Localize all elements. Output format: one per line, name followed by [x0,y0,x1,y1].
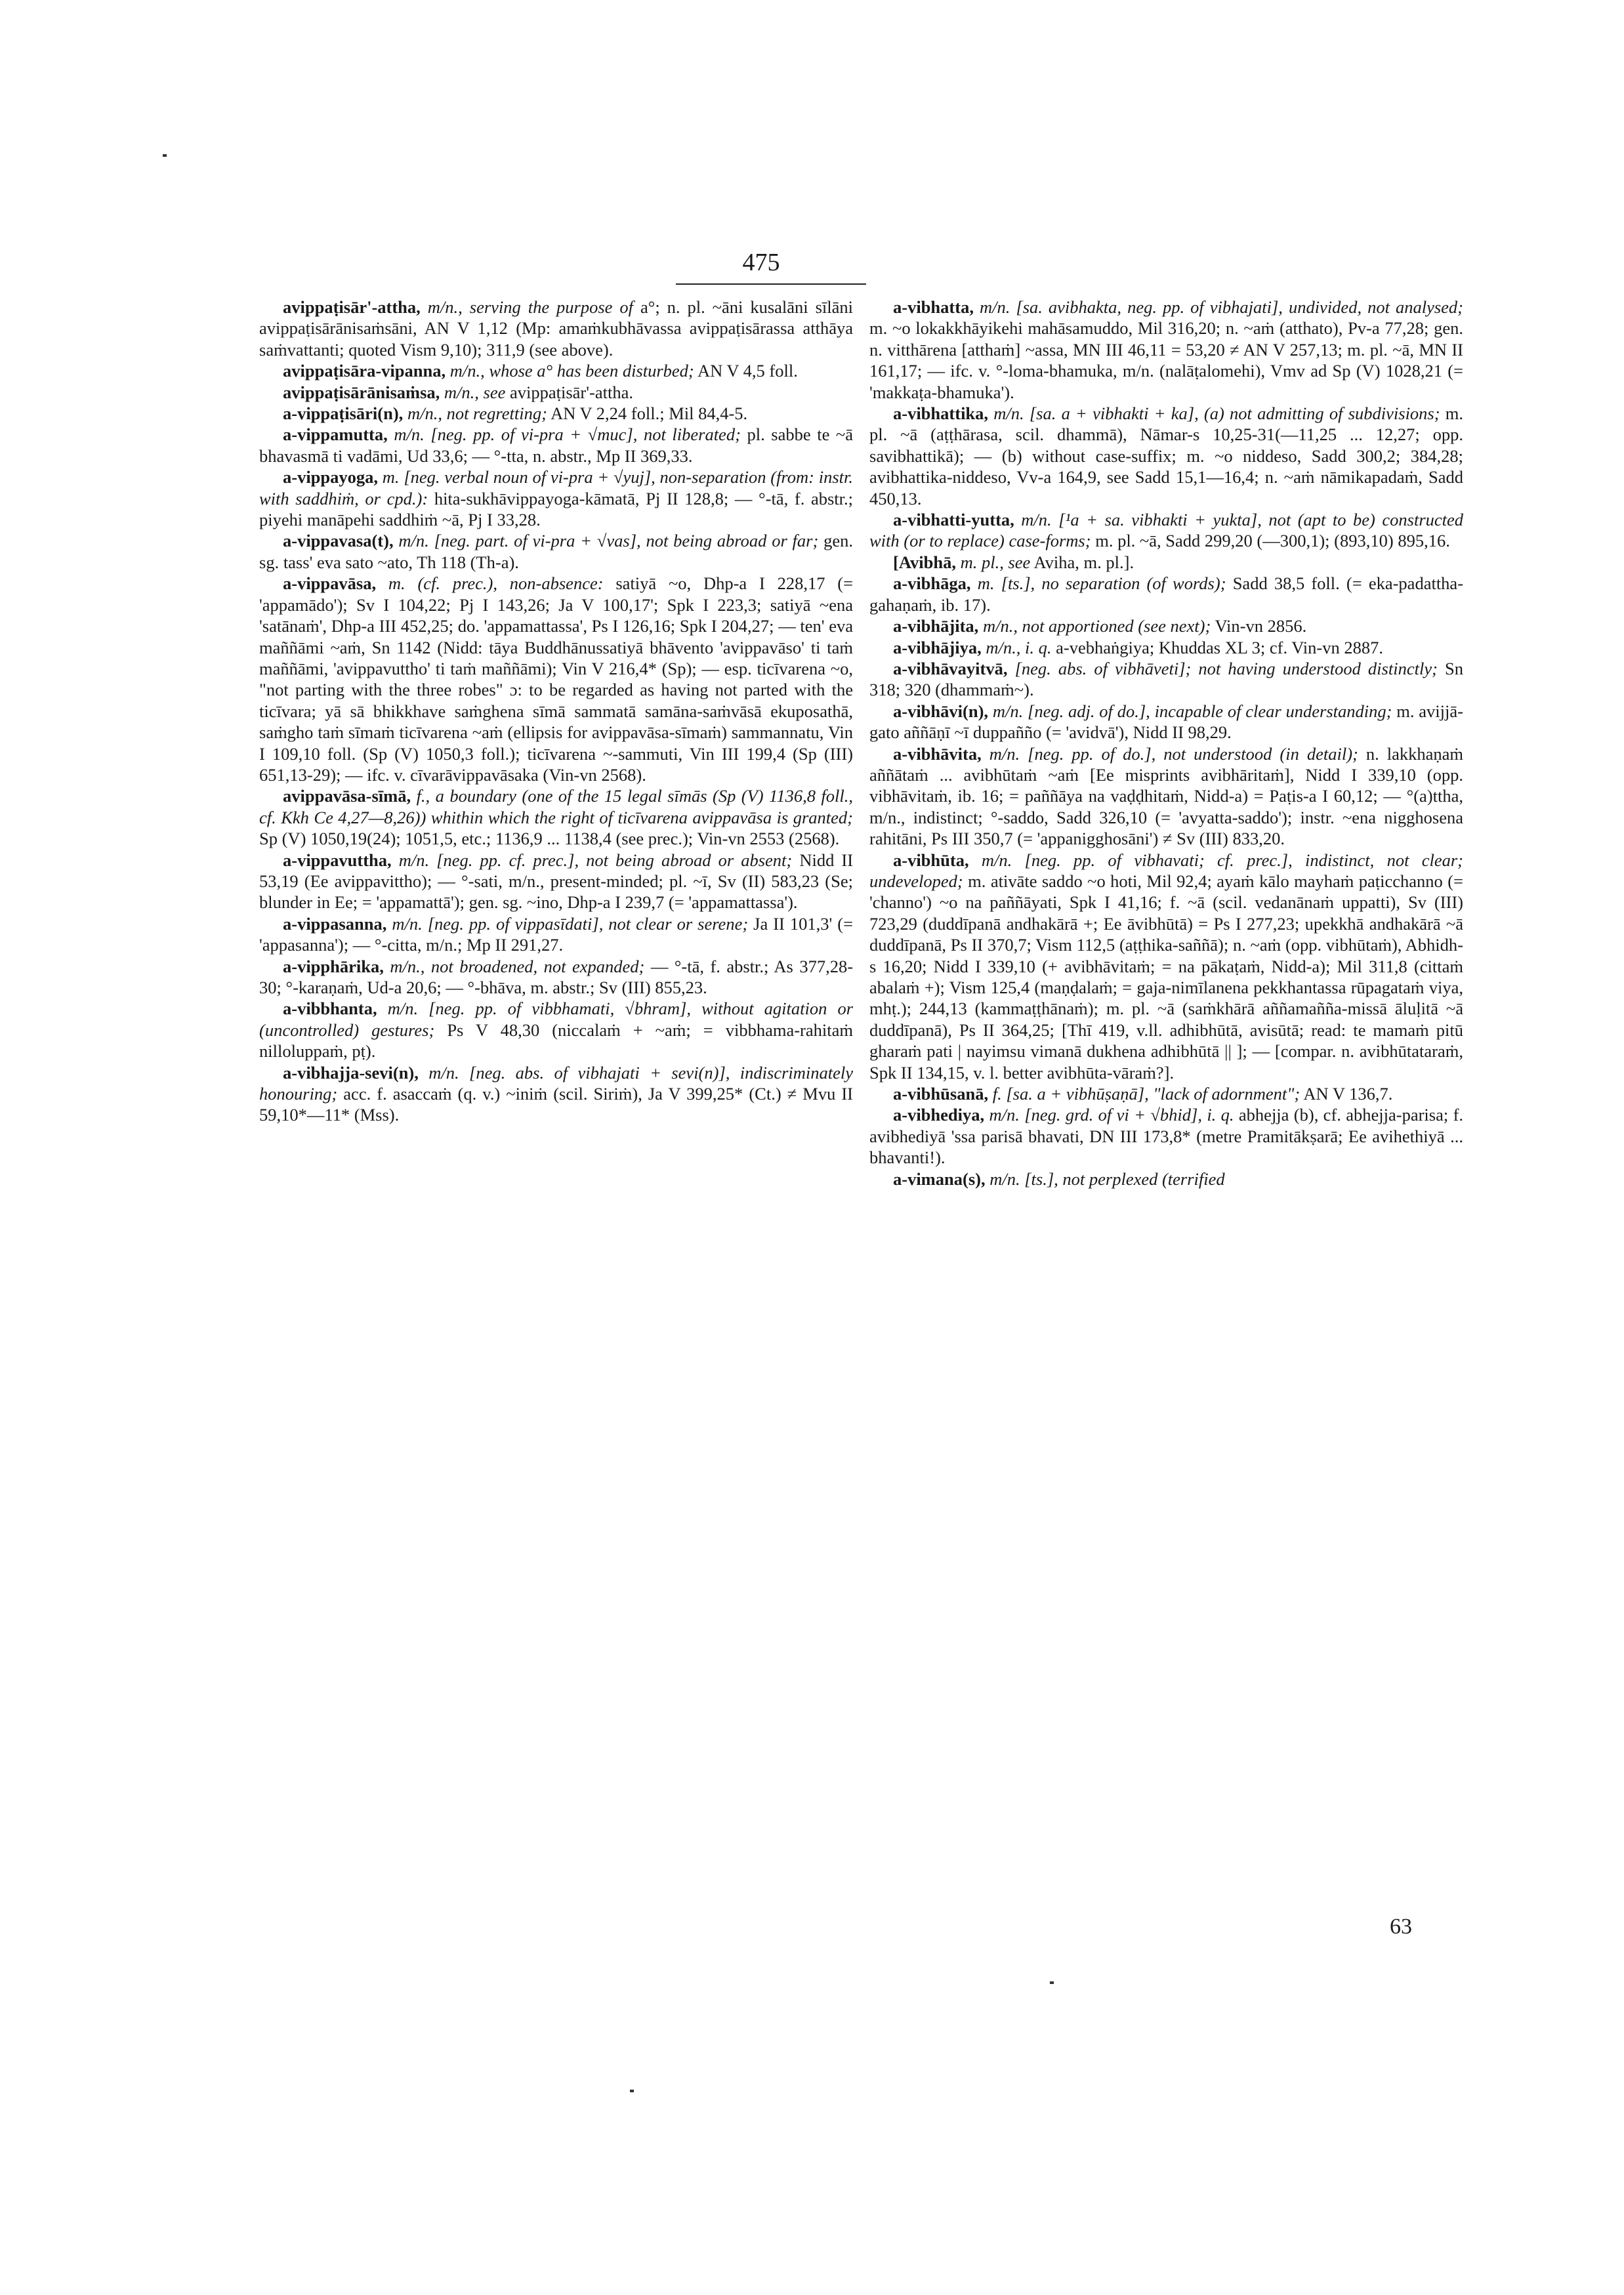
entry-body: Aviha, m. pl.]. [1033,552,1135,572]
definition: whose a° has been disturbed; [489,361,694,381]
entry-body: n. lakkhaṇaṁ aññātaṁ ... avibhūtaṁ ~aṁ [Ee misprints avibhāritaṁ], Nidd I 339,10 (opp. vibhāvitaṁ, ib. 16; = paññāya na vaḍḍhitaṁ, Nidd-a) = Paṭis-a I 60,12; — °(a)ttha, m/n., indistinct; °-saddo, Sadd 326,10 (= 'avyatta-saddo'); instr. ~ena nigghosena rahitāni, Ps III 350,7 (= 'appanigghosāni') ≠ Sv (III) 833,20. [869,743,1463,849]
dictionary-entry [259,785,853,849]
dictionary-entry [259,466,853,530]
headword: a-vippasanna, [283,913,387,934]
dictionary-entry [869,573,1463,615]
headword: a-vibhattika, [893,403,989,424]
headword: a-vibhāga, [893,573,971,594]
grammar-label: m/n. [1021,510,1052,530]
definition: [neg. pp. of vibbhamati, √bhram], without agitation or (uncontrolled) gestures; [259,999,853,1040]
headword: a-vimana(s), [893,1168,986,1189]
grammar-label: m/n. [993,403,1024,424]
definition: see [483,382,506,402]
signature-mark: 63 [1390,1914,1412,1939]
grammar-label: m/n. [428,1062,459,1083]
headword: a-vibhediya, [893,1105,985,1125]
headword: a-vibhūta, [893,850,969,870]
entry-body: m. ~o lokakkhāyikehi mahāsamuddo, Mil 316,20; n. ~aṁ (atthato), Pv-a 77,28; gen. n. vitthārena [atthaṁ] ~assa, MN III 46,11 = 53,20 ≠ AN V 257,13; m. pl. ~ā, MN II 161,17; — ifc. v. °-loma-bhamuka, m/n. (nalāṭalomehi), Vmv ad Sp (V) 1028,21 (= 'makkaṭa-bhamuka'). [869,318,1463,402]
headword: a-vippamutta, [283,424,388,445]
margin-speck [163,154,167,157]
dictionary-entry [259,297,853,360]
grammar-label: m/n., [427,297,463,317]
dictionary-entry [259,998,853,1062]
entry-body: AN V 2,24 foll.; Mil 84,4-5. [551,403,748,424]
entry-body: — °-tā, f. abstr.; As 377,28-30; °-karaṇaṁ, Ud-a 20,6; — °-bhāva, m. abstr.; Sv (III) 855,23. [259,956,853,997]
entry-body: Ja II 101,3' (= 'appasanna'); — °-citta, m/n.; Mp II 291,27. [259,913,853,955]
entry-body: avippaṭisār'-attha. [510,382,633,402]
definition: [ts.], not perplexed (terrified [1024,1168,1225,1189]
dictionary-entry [869,637,1463,658]
grammar-label: m/n., [449,361,485,381]
definition: not regretting; [446,403,547,424]
grammar-label: m/n., [390,956,425,976]
dictionary-entry [869,1083,1463,1104]
entry-body: pl. sabbe te ~ā bhavasmā ti vadāmi, Ud 33,6; — °-tta, n. abstr., Mp II 369,33. [259,424,853,466]
grammar-label: m/n., [407,403,442,424]
entry-body: a°; n. pl. ~āni kusalāni sīlāni avippaṭisārānisaṁsāni, AN V 1,12 (Mp: amaṁkubhāvassa avippaṭisārassa atthāya saṁvattanti; quoted Vism 9,10); 311,9 (see above). [259,297,853,360]
definition: serving the purpose of [469,297,634,317]
grammar-label: m. [382,467,400,487]
definition: not broadened, not expanded; [430,956,645,976]
dictionary-entry [869,658,1463,701]
headword: a-vibhūsanā, [893,1084,989,1104]
headword: a-vibhāvi(n), [893,701,989,721]
headword: a-vippavasa(t), [283,531,394,551]
grammar-label: m/n. [989,1105,1020,1125]
dictionary-entry [869,701,1463,743]
grammar-label: f., [416,786,430,806]
definition: [sa. a + vibhūṣaṇā], "lack of adornment"; [1006,1084,1301,1104]
headword: a-vippavāsa, [283,573,377,594]
entry-body: AN V 4,5 foll. [697,361,798,381]
definition: a boundary (one of the 15 legal sīmās (Sp (V) 1136,8 foll., cf. Kkh Ce 4,27—8,26)) whithin which the right of ticīvarena avippavāsa is granted; [259,786,853,827]
headword: a-vibhājiya, [893,637,982,657]
left-column [259,297,853,1937]
entry-body: Ps V 48,30 (niccalaṁ + ~aṁ; = vibbhama-rahitaṁ nilloluppaṁ, pṭ). [259,1020,853,1062]
entry-body: hita-sukhāvippayoga-kāmatā, Pj II 128,8; — °-tā, f. abstr.; piyehi manāpehi saddhiṁ ~ā, Pj I 33,28. [259,488,853,530]
dictionary-entry [259,1062,853,1126]
entry-body: m. ativāte saddo ~o hoti, Mil 92,4; ayaṁ kālo mayhaṁ paṭicchanno (= 'channo') ~o na paññāyati, Spk I 41,16; f. ~ā (scil. vedanānaṁ uppatti), Sv (III) 723,29 (duddīpanā andhakārā +; Ee āvibhūtā) = Ps I 277,23; upekkhā andhakārā ~ā duddīpanā, Ps II 370,7; Vism 112,5 (aṭṭhika-saññā); n. ~aṁ (opp. vibhūtaṁ), Abhidh-s 16,20; Nidd I 339,10 (+ avibhāvitaṁ; = na pākaṭaṁ, Nidd-a); Mil 311,8 (cittaṁ abalaṁ +); Vism 125,4 (maṇḍalaṁ; = gaja-nimīlanena pekkhantassa rūpagataṁ viya, mhṭ.); 244,13 (kammaṭṭhānaṁ); m. pl. ~ā (saṁkhārā aññamañña-missā āluḷitā ~ā duddīpanā), Ps II 364,25; [Thī 419, v.ll. adhibhūtā, avisūtā; read: te mamaṁ pitū gharaṁ pati | nayimsu vimanā dukhena adhibhūtā || ]; — [compar. n. avibhūtataraṁ, Spk II 134,15, v. l. better avibhūta-vāraṁ?]. [869,871,1463,1083]
definition: [neg. pp. of vi-pra + √muc], not liberated; [430,424,741,445]
grammar-label: m/n. [989,1168,1020,1189]
grammar-label: m/n., [986,637,1021,657]
definition: [neg. pp. of vibhavati; cf. prec.], indistinct, not clear; undeveloped; [869,850,1463,891]
headword: avippaṭisāra-vipanna, [283,361,446,381]
margin-speck [630,2090,634,2092]
definition: [neg. abs. of vibhāveti]; not having understood distinctly; [1014,658,1438,678]
definition: [sa. avibhakta, neg. pp. of vibhajati], undivided, not analysed; [1016,297,1463,317]
dictionary-entry [869,509,1463,552]
page-number: 475 [742,249,780,276]
grammar-label: m. [388,573,406,594]
headword: a-vippavuttha, [283,850,392,870]
entry-body: Sadd 38,5 foll. (= eka-padattha-gahaṇaṁ, ib. 17). [869,573,1463,615]
definition: [neg. pp. of do.], not understood (in detail); [1028,743,1358,764]
dictionary-entry [259,424,853,466]
headword: a-vibhāvayitvā, [893,658,1008,678]
grammar-label: m. [977,573,995,594]
dictionary-entry [869,615,1463,636]
dictionary-entry [259,850,853,913]
dictionary-entry [869,1168,1463,1189]
dictionary-entry [259,360,853,381]
definition: not apportioned (see next); [1022,616,1211,636]
grammar-label: m/n. [398,850,430,870]
entry-body: a-vebhaṅgiya; Khuddas XL 3; cf. Vin-vn 2887. [1056,637,1383,657]
definition: [neg. grd. of vi + √bhid], i. q. [1024,1105,1234,1125]
headword: avippaṭisārānisaṁsa, [283,382,440,402]
definition: [neg. pp. of vippasīdati], not clear or serene; [427,913,749,934]
headword: a-vibhajja-sevi(n), [283,1062,419,1083]
grammar-label: m/n., [982,616,1018,636]
dictionary-entry [869,743,1463,850]
dictionary-entry [259,956,853,999]
header-rule [676,283,866,285]
definition: i. q. [1024,637,1052,657]
dictionary-entry [259,403,853,424]
right-column [869,297,1463,1937]
grammar-label: m/n. [989,743,1020,764]
grammar-label: m/n. [392,913,423,934]
margin-speck [1050,1981,1054,1984]
dictionary-entry [869,403,1463,509]
dictionary-entry [259,530,853,573]
entry-body: abhejja (b), cf. abhejja-parisa; f. avibhediyā 'ssa parisā bhavati, DN III 173,8* (metre Pramitākṣarā; Ee avihethiyā ... bhavanti!). [869,1105,1463,1168]
headword: a-vibhatti-yutta, [893,510,1014,530]
headword: a-vippayoga, [283,467,379,487]
headword: a-vibhājita, [893,616,979,636]
entry-body: gen. sg. tass' eva sato ~ato, Th 118 (Th-a). [259,531,853,572]
headword: a-vibhatta, [893,297,974,317]
dictionary-entry [869,297,1463,403]
definition: [neg. abs. of vibhajati + sevi(n)], indiscriminately honouring; [259,1062,853,1104]
headword: a-vibhāvita, [893,743,982,764]
grammar-label: m/n. [992,701,1024,721]
definition: [neg. part. of vi-pra + √vas], not being abroad or far; [434,531,819,551]
headword: a-vippaṭisāri(n), [283,403,404,424]
entry-body: m. pl. ~ā (aṭṭhārasa, scil. dhammā), Nāmar-s 10,25-31(—11,25 ... 12,27; opp. savibhattikā); — (b) without case-suffix; m. ~o niddeso, Sadd 300,2; 384,28; avibhattika-niddeso, Vv-a 164,9, see Sadd 15,1—16,4; n. ~aṁ nāmikapadaṁ, Sadd 450,13. [869,403,1463,508]
dictionary-entry [259,382,853,403]
definition: [ts.], no separation (of words); [1001,573,1226,594]
entry-body: Sn 318; 320 (dhammaṁ~). [869,658,1463,700]
grammar-label: m/n. [979,297,1010,317]
entry-body: acc. f. asaccaṁ (q. v.) ~iniṁ (scil. Siriṁ), Ja V 399,25* (Ct.) ≠ Mvu II 59,10*—11* (Mss). [259,1084,853,1125]
headword: avippavāsa-sīmā, [283,786,411,806]
grammar-label: m/n., [444,382,479,402]
headword: a-vipphārika, [283,956,384,976]
dictionary-entry [259,573,853,785]
dictionary-entry [869,552,1463,573]
definition: see [1008,552,1031,572]
entry-body: m. pl. ~ā, Sadd 299,20 (—300,1); (893,10) 895,16. [1095,531,1450,551]
dictionary-entry [869,850,1463,1083]
headword: avippaṭisār'-attha, [283,297,421,317]
definition: [neg. pp. cf. prec.], not being abroad or absent; [436,850,793,870]
definition: [¹a + sa. vibhakti + yukta], not (apt to be) constructed with (or to replace) case-forms; [869,510,1463,551]
grammar-label: f. [992,1084,1002,1104]
grammar-label: m/n. [398,531,429,551]
definition: (cf. prec.), non-absence: [417,573,604,594]
definition: [neg. adj. of do.], incapable of clear understanding; [1028,701,1392,721]
dictionary-entry [869,1104,1463,1168]
grammar-label: m/n. [394,424,425,445]
grammar-label: m. pl., [960,552,1004,572]
headword: [Avibhā, [893,552,956,572]
entry-body: AN V 136,7. [1303,1084,1393,1104]
entry-body: Sp (V) 1050,19(24); 1051,5, etc.; 1136,9 ... 1138,4 (see prec.); Vin-vn 2553 (2568). [259,829,840,849]
definition: [neg. verbal noun of vi-pra + √yuj], non-separation (from: instr. with saddhiṁ, or cpd.): [259,467,853,508]
entry-body: Vin-vn 2856. [1215,616,1307,636]
entry-body: m. avijjā-gato aññāṇī ~ī duppañño (= 'avidvā'), Nidd II 98,29. [869,701,1463,743]
entry-body: Nidd II 53,19 (Ee avippavittho); — °-sati, m/n., present-minded; pl. ~ī, Sv (II) 583,23 (Se; blunder in Ee; = 'appamattā'); gen. sg. ~ino, Dhp-a I 239,7 (= 'appamattassa'). [259,850,853,913]
grammar-label: m/n. [981,850,1012,870]
definition: [sa. a + vibhakti + ka], (a) not admitting of subdivisions; [1029,403,1440,424]
entry-body: satiyā ~o, Dhp-a I 228,17 (= 'appamādo'); Sv I 104,22; Pj I 143,26; Ja V 100,17'; Spk I 223,3; satiyā ~ena 'satānaṁ', Dhp-a III 452,25; do. 'appamattassa', Ps I 126,16; Spk I 204,27; — ten' eva maññāmi ~aṁ, Sn 1142 (Nidd: tāya Buddhānussatiyā bhāvento 'avippavāso' ti taṁ maññāmi, 'avippavuttho' ti taṁ maññāmi); Vin V 216,4* (Sp); — esp. ticīvarena ~o, "not parting with the three robes" ɔ: to be regarded as having not parted with the ticīvara; yā sā bhikkhave saṁghena sīmā sammatā samāna-saṁvāsā ekuposathā, saṁgho taṁ sīmaṁ ticīvarena ~aṁ (ellipsis for avippavāsa-sīmaṁ) sammannatu, Vin I 109,10 foll. (Sp (V) 1050,3 foll.); ticīvarena ~-sammuti, Vin III 199,4 (Sp (III) 651,13-29); — ifc. v. cīvarāvippavāsaka (Vin-vn 2568). [259,573,853,785]
dictionary-entry [259,913,853,956]
headword: a-vibbhanta, [283,999,377,1019]
grammar-label: m/n. [387,999,419,1019]
